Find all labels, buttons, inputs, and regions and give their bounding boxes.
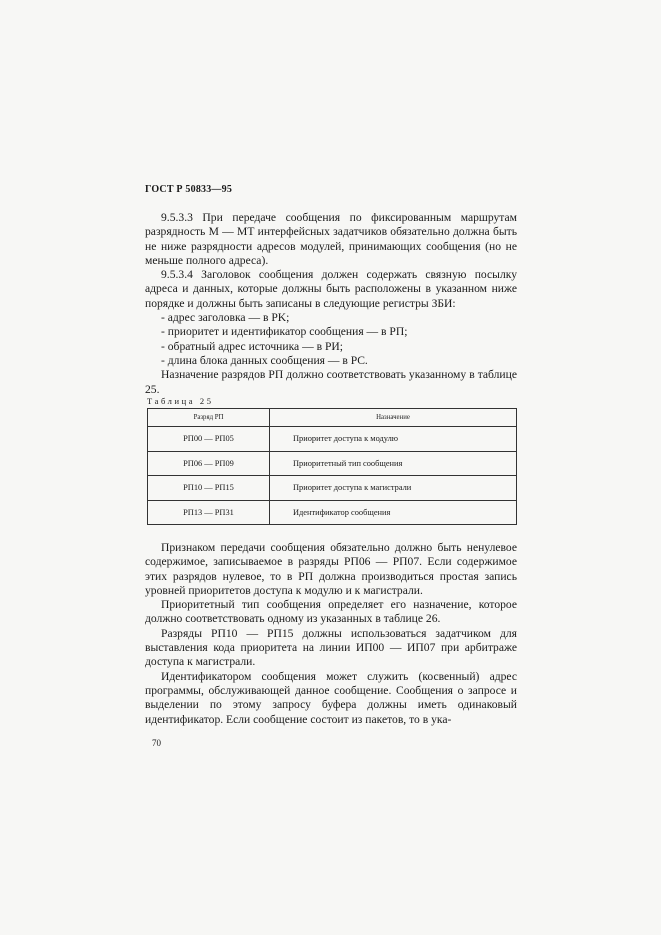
table-row — [148, 451, 517, 476]
table-row — [148, 500, 517, 525]
list-item: - приоритет и идентификатор сообщения — в РП; — [161, 325, 408, 339]
table-cell-purpose: Приоритетный тип сообщения — [270, 451, 517, 476]
table-cell-purpose: Приоритет доступа к модулю — [270, 427, 517, 452]
table-cell-purpose: Приоритет доступа к магистрали — [270, 476, 517, 501]
paragraph-9-5-3-3: 9.5.3.3 При передаче сообщения по фиксированным маршрутам разрядность М — МТ интерфейсных задатчиков обязательно должна быть не ниже разрядности адресов модулей, принимающих сообщения (но не меньше полного адреса). — [145, 211, 517, 267]
table-cell-purpose: Идентификатор сообщения — [270, 500, 517, 525]
paragraph: Приоритетный тип сообщения определяет его назначение, которое должно соответствовать одному из указанных в таблице 26. — [145, 598, 517, 626]
table-cell-bits: РП00 — РП05 — [148, 427, 270, 452]
page-number: 70 — [152, 738, 161, 748]
paragraph: Идентификатором сообщения может служить (косвенный) адрес программы, обслуживающей данное сообщение. Сообщения о запросе и выделении по этому запросу буфера должны иметь одинаковый идентификатор. Если сообщение состоит из пакетов, то в ука- — [145, 669, 517, 726]
column-header: Назначение — [270, 409, 517, 427]
table-cell-bits: РП10 — РП15 — [148, 476, 270, 501]
paragraph: Разряды РП10 — РП15 должны использоваться задатчиком для выставления кода приоритета на линии ИП00 — ИП07 при арбитраже доступа к магистрали. — [145, 626, 517, 669]
list-item: - длина блока данных сообщения — в PC. — [161, 353, 368, 367]
table-cell-bits: РП06 — РП09 — [148, 451, 270, 476]
paragraph: Признаком передачи сообщения обязательно должно быть ненулевое содержимое, записываемое в разряды РП06 — РП07. Если содержимое этих разрядов нулевое, то в РП должна производиться простая запись уровней приоритетов доступа к модулю и к магистрали. — [145, 541, 517, 597]
table-intro-paragraph: Назначение разрядов РП должно соответствовать указанному в таблице 25. — [145, 368, 517, 396]
table-row — [148, 476, 517, 501]
table-cell-bits: РП13 — РП31 — [148, 500, 270, 525]
paragraph-9-5-3-4: 9.5.3.4 Заголовок сообщения должен содержать связную посылку адреса и данных, которые должны быть расположены в указанном ниже порядке и должны быть записаны в следующие регистры ЗБИ: — [145, 268, 517, 310]
column-header: Разряд РП — [148, 409, 270, 427]
list-item: - адрес заголовка — в PK; — [161, 311, 290, 325]
table-header-row — [148, 409, 517, 427]
table-25 — [147, 408, 517, 525]
body-section — [145, 541, 517, 727]
intro-section — [145, 211, 517, 397]
list-item: - обратный адрес источника — в РИ; — [161, 339, 343, 353]
document-header: ГОСТ Р 50833—95 — [145, 184, 233, 195]
table-row — [148, 427, 517, 452]
table-caption: Таблица 25 — [147, 396, 214, 406]
